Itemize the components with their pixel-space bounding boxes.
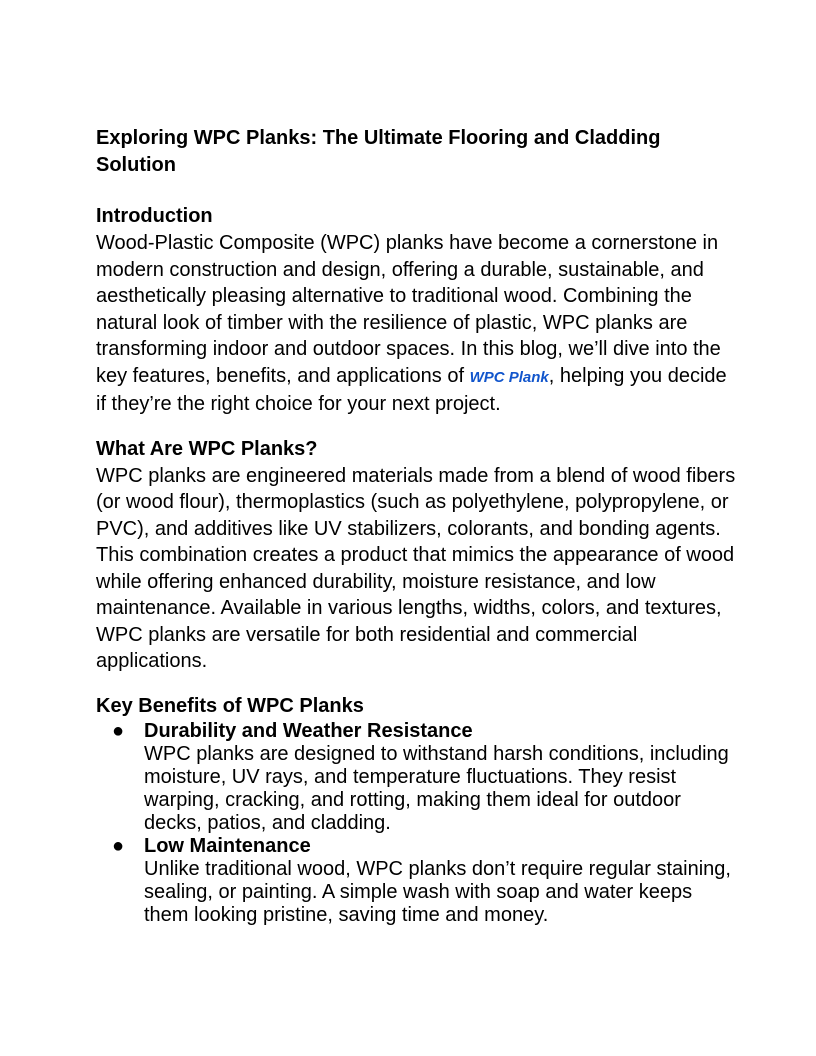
- benefits-list: [96, 720, 736, 927]
- what-are-paragraph: WPC planks are engineered materials made from a blend of wood fibers (or wood flour), thermoplastics (such as polyethylene, polypropylene, or PVC), and additives like UV stabilizers, colorants, and bonding agents. This combination creates a product that mimics the appearance of wood while offering enhanced durability, moisture resistance, and low maintenance. Available in various lengths, widths, colors, and textures, WPC planks are versatile for both residential and commercial applications.: [96, 464, 736, 672]
- benefit-title: Low Maintenance: [144, 834, 311, 857]
- benefit-text: WPC planks are designed to withstand harsh conditions, including moisture, UV rays, and temperature fluctuations. They resist warping, cracking, and rotting, making them ideal for outdoor decks, patios, and cladding.: [144, 742, 729, 834]
- intro-paragraph: [96, 230, 736, 418]
- benefit-text: Unlike traditional wood, WPC planks don’t require regular staining, sealing, or painting. A simple wash with soap and water keeps them looking pristine, saving time and money.: [144, 857, 731, 926]
- document-page: [96, 125, 736, 927]
- intro-heading: Introduction: [96, 205, 213, 227]
- document-title: Exploring WPC Planks: The Ultimate Flooring and Cladding Solution: [96, 127, 661, 176]
- bullet-icon: ●: [112, 719, 125, 742]
- benefit-title: Durability and Weather Resistance: [144, 719, 473, 742]
- benefits-heading: Key Benefits of WPC Planks: [96, 694, 364, 717]
- wpc-plank-link[interactable]: WPC Plank: [469, 368, 549, 386]
- intro-text-before-link: Wood-Plastic Composite (WPC) planks have become a cornerstone in modern construction and design, offering a durable, sustainable, and aesthetically pleasing alternative to traditional wood. Combining the natural look of timber with the resilience of plastic, WPC planks are transforming indoor and outdoor spaces. In this blog, we’ll dive into the key features, benefits, and applications of: [96, 232, 721, 387]
- intro-text-after-link: , helping you decide if they’re the right choice for your next project.: [96, 364, 727, 415]
- what-are-heading: What Are WPC Planks?: [96, 437, 318, 460]
- list-item: [96, 835, 736, 927]
- list-item: [96, 720, 736, 835]
- bullet-icon: ●: [112, 834, 125, 857]
